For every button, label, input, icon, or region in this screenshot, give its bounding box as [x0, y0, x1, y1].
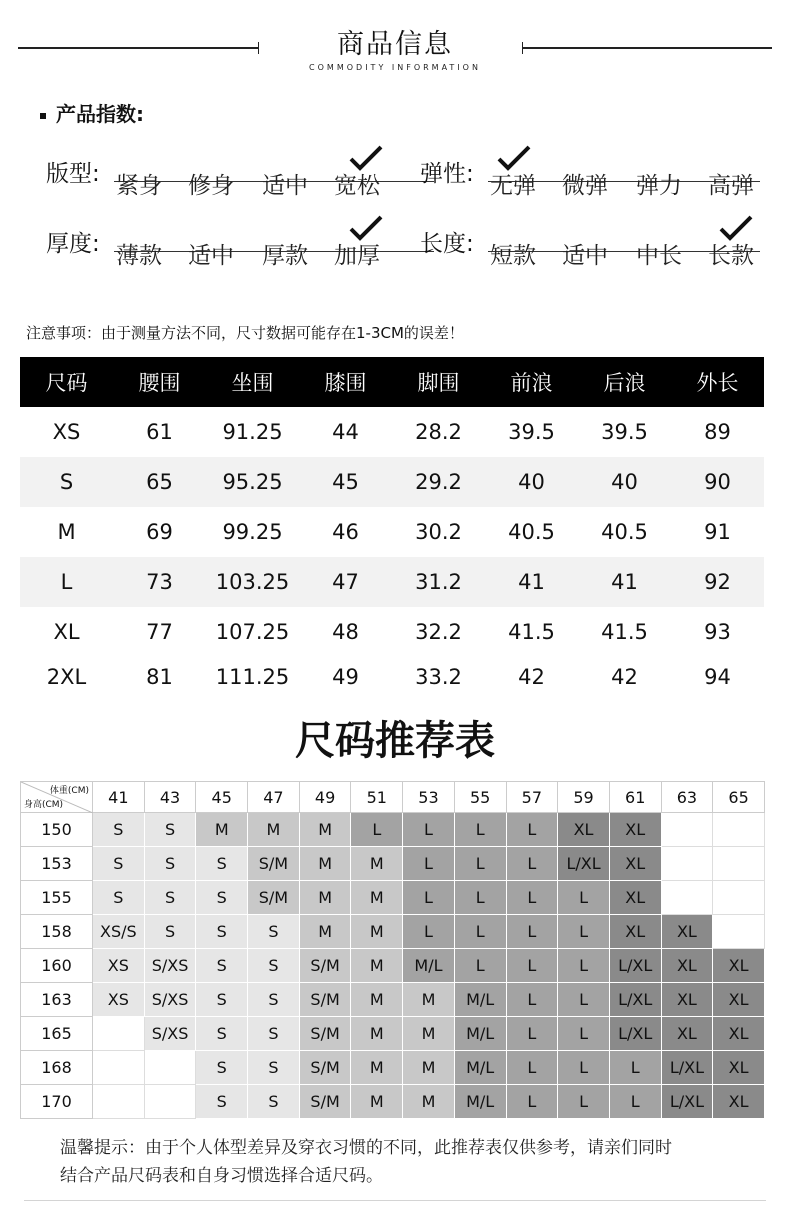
- size-cell: S/M: [299, 983, 351, 1017]
- weight-header-cell: 51: [351, 782, 403, 813]
- table-cell: 103.25: [215, 570, 290, 594]
- size-cell: S/M: [299, 1085, 351, 1119]
- size-cell: L: [506, 1085, 558, 1119]
- table-cell: 94: [704, 665, 731, 689]
- checkmark-icon: [348, 215, 384, 241]
- table-cell: 39.5: [508, 420, 555, 444]
- size-cell: L: [506, 915, 558, 949]
- height-header-cell: 168: [21, 1051, 93, 1085]
- size-cell: L/XL: [661, 1085, 713, 1119]
- attr-option: 宽松: [334, 173, 380, 199]
- attr-label: 版型:: [46, 161, 100, 187]
- table-cell: 107.25: [215, 620, 290, 644]
- size-cell: [93, 1017, 145, 1051]
- attr-option: 薄款: [116, 243, 162, 269]
- table-cell: 40.5: [601, 520, 648, 544]
- size-cell: [661, 813, 713, 847]
- height-header-cell: 170: [21, 1085, 93, 1119]
- size-cell: XL: [713, 1085, 765, 1119]
- weight-header-cell: 65: [713, 782, 765, 813]
- table-cell: 47: [332, 570, 359, 594]
- size-cell: XL: [661, 1017, 713, 1051]
- size-cell: L: [558, 1085, 610, 1119]
- table-cell: L: [60, 570, 73, 594]
- recommend-title: 尺码推荐表: [295, 718, 495, 764]
- size-cell: M: [351, 1017, 403, 1051]
- size-cell: S/XS: [144, 949, 196, 983]
- grid-row: [21, 847, 765, 881]
- attr-option: 适中: [262, 173, 308, 199]
- attr-length: [420, 225, 770, 275]
- height-header-cell: 163: [21, 983, 93, 1017]
- size-cell: XL: [609, 915, 661, 949]
- grid-row: [21, 1017, 765, 1051]
- size-cell: S/M: [248, 881, 300, 915]
- attr-thickness: [46, 225, 396, 275]
- table-cell: 44: [332, 420, 359, 444]
- weight-header-cell: 49: [299, 782, 351, 813]
- size-cell: M: [351, 847, 403, 881]
- weight-header-cell: 43: [144, 782, 196, 813]
- size-cell: L: [558, 1051, 610, 1085]
- size-cell: M: [299, 881, 351, 915]
- size-cell: M: [299, 847, 351, 881]
- attr-option: 适中: [562, 243, 608, 269]
- size-cell: L: [454, 881, 506, 915]
- size-cell: L: [506, 813, 558, 847]
- header-cell: 脚围: [417, 371, 460, 395]
- size-cell: S: [248, 949, 300, 983]
- size-cell: S/M: [248, 847, 300, 881]
- size-cell: L: [558, 983, 610, 1017]
- size-table: [20, 357, 764, 697]
- attr-label: 长度:: [420, 231, 474, 257]
- grid-row: [21, 1085, 765, 1119]
- height-header-cell: 155: [21, 881, 93, 915]
- size-cell: M/L: [454, 1085, 506, 1119]
- size-cell: M: [403, 1085, 455, 1119]
- size-cell: XL: [713, 1017, 765, 1051]
- weight-header-cell: 59: [558, 782, 610, 813]
- size-cell: [144, 1051, 196, 1085]
- size-cell: S/XS: [144, 1017, 196, 1051]
- header-cell: 尺码: [45, 371, 88, 395]
- size-cell: XL: [609, 881, 661, 915]
- table-cell: 91: [704, 520, 731, 544]
- table-cell: XS: [52, 420, 81, 444]
- size-cell: L: [558, 915, 610, 949]
- size-cell: L: [506, 881, 558, 915]
- bullet-square-icon: [40, 113, 46, 119]
- attr-option: 中长: [636, 243, 682, 269]
- table-cell: 2XL: [46, 665, 87, 689]
- height-header-cell: 160: [21, 949, 93, 983]
- size-cell: L: [403, 813, 455, 847]
- table-cell: 73: [146, 570, 173, 594]
- size-cell: XS/S: [93, 915, 145, 949]
- attr-option: 高弹: [708, 173, 754, 199]
- size-cell: L: [558, 881, 610, 915]
- size-cell: L: [403, 915, 455, 949]
- table-row: [20, 657, 764, 697]
- size-cell: S: [248, 1017, 300, 1051]
- size-cell: [713, 881, 765, 915]
- table-row: [20, 507, 764, 557]
- size-cell: XL: [661, 983, 713, 1017]
- attr-option: 加厚: [334, 243, 380, 269]
- table-row: [20, 607, 764, 657]
- size-cell: L: [506, 949, 558, 983]
- table-cell: 30.2: [415, 520, 462, 544]
- checkmark-icon: [496, 145, 532, 171]
- size-cell: S: [196, 949, 248, 983]
- table-cell: M: [57, 520, 76, 544]
- weight-header-cell: 53: [403, 782, 455, 813]
- size-cell: M: [403, 1051, 455, 1085]
- table-cell: 41.5: [601, 620, 648, 644]
- size-cell: S: [196, 881, 248, 915]
- header-cell: 腰围: [138, 371, 181, 395]
- size-cell: S: [144, 915, 196, 949]
- size-cell: S: [196, 1017, 248, 1051]
- table-cell: 46: [332, 520, 359, 544]
- size-cell: S: [93, 881, 145, 915]
- table-cell: 49: [332, 665, 359, 689]
- size-cell: [713, 813, 765, 847]
- size-cell: M: [403, 1017, 455, 1051]
- size-cell: M: [351, 881, 403, 915]
- size-cell: [144, 1085, 196, 1119]
- size-cell: M: [351, 1085, 403, 1119]
- size-cell: L/XL: [661, 1051, 713, 1085]
- size-cell: L/XL: [609, 949, 661, 983]
- table-cell: 42: [611, 665, 638, 689]
- size-cell: [713, 847, 765, 881]
- table-cell: 89: [704, 420, 731, 444]
- checkmark-icon: [348, 145, 384, 171]
- header-cell: 后浪: [603, 371, 646, 395]
- table-cell: 99.25: [222, 520, 283, 544]
- size-cell: M: [248, 813, 300, 847]
- table-cell: S: [59, 470, 74, 494]
- size-cell: L/XL: [558, 847, 610, 881]
- size-cell: M: [351, 915, 403, 949]
- attr-option: 弹力: [636, 173, 682, 199]
- size-table-header: [20, 357, 764, 407]
- size-cell: M/L: [454, 1051, 506, 1085]
- product-index-title: [40, 98, 144, 127]
- grid-row: [21, 881, 765, 915]
- table-cell: 28.2: [415, 420, 462, 444]
- size-cell: L: [454, 847, 506, 881]
- table-cell: 65: [146, 470, 173, 494]
- size-cell: [93, 1085, 145, 1119]
- size-cell: [661, 881, 713, 915]
- table-cell: 29.2: [415, 470, 462, 494]
- size-cell: S/M: [299, 1051, 351, 1085]
- weight-header-cell: 61: [609, 782, 661, 813]
- grid-row: [21, 949, 765, 983]
- table-cell: 41.5: [508, 620, 555, 644]
- weight-header-cell: 55: [454, 782, 506, 813]
- size-cell: L/XL: [609, 1017, 661, 1051]
- attr-label: 弹性:: [420, 161, 474, 187]
- size-cell: XL: [609, 813, 661, 847]
- bottom-divider: [24, 1200, 766, 1201]
- table-row: [20, 557, 764, 607]
- size-cell: XL: [609, 847, 661, 881]
- size-cell: L: [506, 847, 558, 881]
- table-cell: 81: [146, 665, 173, 689]
- table-cell: 92: [704, 570, 731, 594]
- page-title: 商品信息: [337, 29, 453, 60]
- attr-option: 短款: [490, 243, 536, 269]
- size-cell: L: [558, 1017, 610, 1051]
- table-row: [20, 407, 764, 457]
- size-cell: XS: [93, 983, 145, 1017]
- header-cell: 外长: [696, 371, 739, 395]
- grid-header-row: [21, 782, 765, 813]
- grid-row: [21, 813, 765, 847]
- size-cell: L: [558, 949, 610, 983]
- size-cell: S: [93, 847, 145, 881]
- size-cell: [661, 847, 713, 881]
- size-cell: XL: [661, 949, 713, 983]
- table-cell: 40: [611, 470, 638, 494]
- size-cell: S: [248, 915, 300, 949]
- attr-option: 微弹: [562, 173, 608, 199]
- product-index-title-text: 产品指数:: [56, 102, 144, 126]
- size-cell: S: [196, 983, 248, 1017]
- table-cell: 31.2: [415, 570, 462, 594]
- attr-option: 修身: [188, 173, 234, 199]
- size-cell: L: [454, 813, 506, 847]
- attr-elasticity: [420, 155, 770, 205]
- attr-option: 厚款: [262, 243, 308, 269]
- table-cell: 48: [332, 620, 359, 644]
- size-cell: S: [144, 847, 196, 881]
- size-cell: M: [351, 1051, 403, 1085]
- table-row: [20, 457, 764, 507]
- size-cell: L: [403, 847, 455, 881]
- table-cell: 93: [704, 620, 731, 644]
- table-cell: 40: [518, 470, 545, 494]
- size-cell: S: [196, 1051, 248, 1085]
- size-cell: S/M: [299, 1017, 351, 1051]
- header-cell: 前浪: [510, 371, 553, 395]
- weight-axis-label: 体重(CM): [49, 786, 89, 796]
- grid-corner: [21, 782, 93, 813]
- attr-option: 适中: [188, 243, 234, 269]
- size-cell: S: [248, 1085, 300, 1119]
- size-cell: S: [93, 813, 145, 847]
- table-cell: 95.25: [222, 470, 283, 494]
- grid-row: [21, 1051, 765, 1085]
- size-cell: M: [403, 983, 455, 1017]
- weight-header-cell: 41: [93, 782, 145, 813]
- height-header-cell: 150: [21, 813, 93, 847]
- size-cell: M: [351, 949, 403, 983]
- size-cell: S: [248, 1051, 300, 1085]
- size-cell: L: [454, 915, 506, 949]
- size-cell: L: [506, 1051, 558, 1085]
- size-cell: XL: [713, 1051, 765, 1085]
- checkmark-icon: [718, 215, 754, 241]
- size-cell: L: [609, 1085, 661, 1119]
- attr-option: 无弹: [490, 173, 536, 199]
- size-cell: M: [299, 813, 351, 847]
- size-cell: L/XL: [609, 983, 661, 1017]
- size-cell: L: [454, 949, 506, 983]
- size-cell: M/L: [403, 949, 455, 983]
- size-recommend-grid: [20, 781, 765, 1119]
- table-cell: 45: [332, 470, 359, 494]
- size-cell: S/XS: [144, 983, 196, 1017]
- size-cell: L: [506, 1017, 558, 1051]
- size-cell: S: [196, 1085, 248, 1119]
- table-cell: 77: [146, 620, 173, 644]
- table-cell: 41: [518, 570, 545, 594]
- height-header-cell: 158: [21, 915, 93, 949]
- table-cell: 32.2: [415, 620, 462, 644]
- warm-tip-line: 结合产品尺码表和自身习惯选择合适尺码。: [60, 1166, 383, 1186]
- attr-label: 厚度:: [46, 231, 100, 257]
- height-header-cell: 165: [21, 1017, 93, 1051]
- size-cell: M/L: [454, 983, 506, 1017]
- size-cell: [713, 915, 765, 949]
- header-cell: 膝围: [324, 371, 367, 395]
- size-cell: XS: [93, 949, 145, 983]
- grid-row: [21, 915, 765, 949]
- size-cell: XL: [713, 983, 765, 1017]
- grid-row: [21, 983, 765, 1017]
- table-cell: 33.2: [415, 665, 462, 689]
- table-cell: 111.25: [215, 665, 290, 689]
- size-cell: S: [248, 983, 300, 1017]
- size-cell: M: [299, 915, 351, 949]
- page-subtitle: COMMODITY INFORMATION: [309, 63, 481, 72]
- table-cell: XL: [53, 620, 80, 644]
- warm-tip: [60, 1134, 760, 1190]
- warm-tip-line: 温馨提示：由于个人体型差异及穿衣习惯的不同，此推荐表仅供参考，请亲们同时: [60, 1138, 672, 1158]
- table-cell: 40.5: [508, 520, 555, 544]
- size-cell: S: [144, 813, 196, 847]
- size-cell: L: [609, 1051, 661, 1085]
- table-cell: 41: [611, 570, 638, 594]
- size-cell: M/L: [454, 1017, 506, 1051]
- attr-fit: [46, 155, 396, 205]
- table-cell: 69: [146, 520, 173, 544]
- size-cell: S/M: [299, 949, 351, 983]
- size-cell: L: [403, 881, 455, 915]
- weight-header-cell: 57: [506, 782, 558, 813]
- size-cell: M: [196, 813, 248, 847]
- size-cell: XL: [558, 813, 610, 847]
- height-axis-label: 身高(CM): [24, 800, 64, 810]
- size-cell: M: [351, 983, 403, 1017]
- header-cell: 坐围: [231, 371, 274, 395]
- weight-header-cell: 63: [661, 782, 713, 813]
- table-cell: 42: [518, 665, 545, 689]
- size-cell: S: [196, 915, 248, 949]
- size-cell: L: [506, 983, 558, 1017]
- weight-header-cell: 47: [248, 782, 300, 813]
- size-cell: L: [351, 813, 403, 847]
- size-cell: [93, 1051, 145, 1085]
- height-header-cell: 153: [21, 847, 93, 881]
- size-cell: S: [196, 847, 248, 881]
- attr-option: 紧身: [116, 173, 162, 199]
- table-cell: 61: [146, 420, 173, 444]
- size-cell: S: [144, 881, 196, 915]
- table-cell: 90: [704, 470, 731, 494]
- size-cell: XL: [661, 915, 713, 949]
- table-cell: 91.25: [222, 420, 283, 444]
- table-cell: 39.5: [601, 420, 648, 444]
- measurement-notice: 注意事项：由于测量方法不同，尺寸数据可能存在1-3CM的误差！: [26, 324, 464, 342]
- attr-option: 长款: [708, 243, 754, 269]
- weight-header-cell: 45: [196, 782, 248, 813]
- size-cell: XL: [713, 949, 765, 983]
